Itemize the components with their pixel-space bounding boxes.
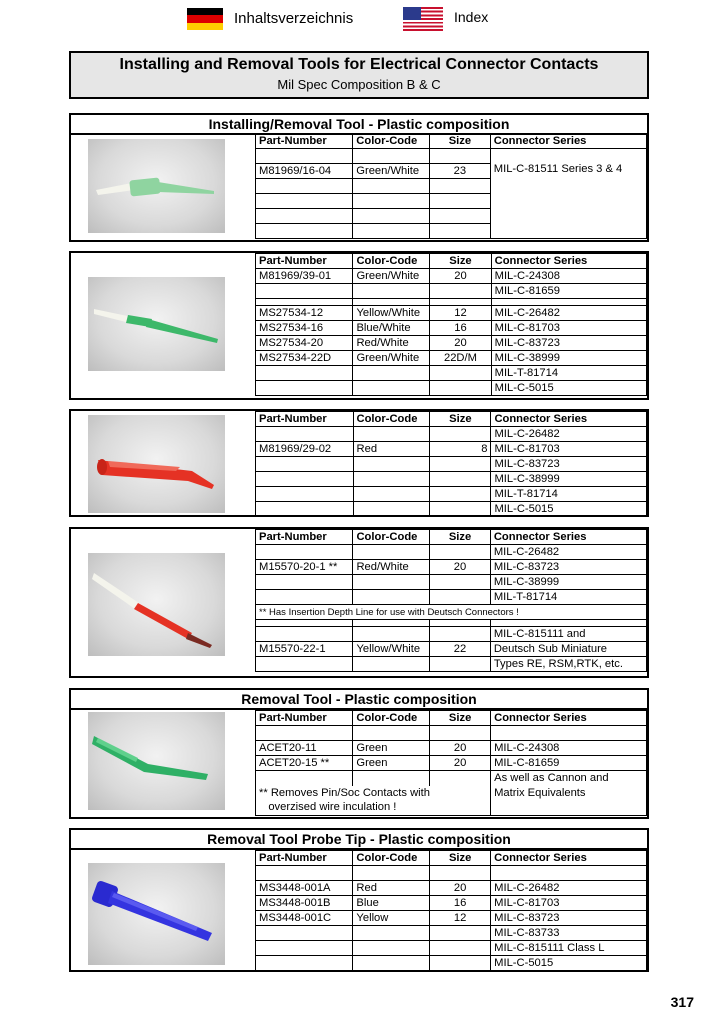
size-cell [430, 657, 491, 672]
header-part-number: Part-Number [256, 254, 353, 269]
size-cell: 20 [430, 560, 491, 575]
size-cell [430, 575, 491, 590]
table-row [256, 381, 647, 396]
connector-cell: MIL-C-38999 [491, 351, 646, 366]
overzised-wire-note-line-1: ** Removes Pin/Soc Contacts with [256, 786, 491, 801]
connector-cell: MIL-C-24308 [491, 269, 646, 284]
color-cell [353, 427, 430, 442]
table-row [256, 487, 647, 502]
header-color-code: Color-Code [353, 530, 430, 545]
color-cell [353, 209, 430, 224]
connector-cell: MIL-C-81659 [491, 284, 646, 299]
page-subtitle: Mil Spec Composition B & C [277, 77, 441, 92]
color-cell [353, 502, 430, 517]
table-row [256, 590, 647, 605]
part-number-cell [256, 627, 353, 642]
color-cell: Red/White [353, 560, 430, 575]
table-row [256, 149, 647, 164]
color-cell [353, 224, 430, 239]
size-cell [430, 926, 491, 941]
table-row [256, 627, 647, 642]
header-connector-series: Connector Series [491, 851, 647, 866]
size-cell [430, 502, 491, 517]
table-row [256, 321, 647, 336]
connector-cell: MIL-C-26482 [491, 427, 647, 442]
table-row [256, 657, 647, 672]
tool-illustration [88, 712, 225, 810]
color-cell [353, 284, 430, 299]
us-flag-icon[interactable] [403, 7, 443, 31]
size-cell: 20 [430, 756, 491, 771]
section-title: Installing/Removal Tool - Plastic composition [71, 115, 647, 135]
color-cell [353, 457, 430, 472]
size-cell: 20 [430, 269, 491, 284]
table-row [256, 306, 647, 321]
connector-cell: MIL-C-5015 [491, 381, 646, 396]
color-cell: Green/White [353, 351, 430, 366]
part-number-cell: M81969/39-01 [256, 269, 353, 284]
part-number-cell: MS3448-001B [256, 896, 353, 911]
part-number-cell: MS27534-12 [256, 306, 353, 321]
spec-table [255, 850, 647, 971]
part-number-cell [256, 149, 353, 164]
section-installing-removal-tool [69, 113, 649, 242]
insertion-depth-note: ** Has Insertion Depth Line for use with Deutsch Connectors ! [256, 605, 647, 620]
spec-table [255, 529, 647, 672]
header-connector-series: Connector Series [490, 134, 646, 149]
size-cell: 16 [430, 896, 491, 911]
connector-cell: MIL-C-815111 and [490, 627, 646, 642]
table-header-row [256, 412, 647, 427]
connector-cell: MIL-C-5015 [491, 502, 647, 517]
section-m15570-tools [69, 527, 649, 678]
connector-cell: MIL-C-83723 [491, 911, 647, 926]
color-cell: Red [353, 442, 430, 457]
connector-cell [491, 726, 647, 741]
connector-cell: MIL-C-81703 [491, 896, 647, 911]
connector-cell: MIL-T-81714 [491, 366, 646, 381]
size-cell: 22D/M [430, 351, 491, 366]
header-color-code: Color-Code [353, 851, 430, 866]
connector-cell: MIL-C-38999 [490, 575, 646, 590]
section-red-tool [69, 409, 649, 517]
tool-illustration [88, 415, 225, 513]
top-navigation [0, 0, 724, 40]
size-cell [430, 366, 491, 381]
table-row [256, 502, 647, 517]
color-cell [353, 472, 430, 487]
color-cell: Green/White [353, 164, 430, 179]
red-tool-photo [88, 415, 225, 513]
color-cell [353, 590, 430, 605]
size-cell: 20 [430, 741, 491, 756]
part-number-cell: MS3448-001C [256, 911, 353, 926]
size-cell [430, 627, 491, 642]
size-cell [430, 457, 491, 472]
page-number: 317 [670, 994, 694, 1010]
size-cell: 22 [430, 642, 491, 657]
color-cell [353, 487, 430, 502]
table-row [256, 284, 647, 299]
connector-cell: As well as Cannon and [491, 771, 647, 786]
part-number-cell [256, 487, 354, 502]
size-cell [430, 956, 491, 971]
connector-cell: Types RE, RSM,RTK, etc. [490, 657, 646, 672]
part-number-cell [256, 457, 354, 472]
table-header-row [256, 134, 647, 149]
section-title: Removal Tool Probe Tip - Plastic composition [71, 830, 647, 850]
part-number-cell: MS3448-001A [256, 881, 353, 896]
size-cell [430, 209, 491, 224]
size-cell [430, 941, 491, 956]
connector-cell: Deutsch Sub Miniature [490, 642, 646, 657]
part-number-cell: M15570-22-1 [256, 642, 353, 657]
part-number-cell: MS27534-16 [256, 321, 353, 336]
connector-cell: MIL-C-83723 [490, 560, 646, 575]
part-number-cell [256, 194, 353, 209]
table-row [256, 941, 647, 956]
header-size: Size [430, 254, 491, 269]
connector-cell: MIL-C-24308 [491, 741, 647, 756]
color-cell: Green [353, 741, 430, 756]
green-removal-tool-photo [88, 712, 225, 810]
size-cell [430, 427, 491, 442]
header-size: Size [430, 134, 491, 149]
header-connector-series: Connector Series [490, 530, 646, 545]
size-cell: 23 [430, 164, 491, 179]
header-size: Size [430, 530, 491, 545]
table-row [256, 642, 647, 657]
spec-table [255, 253, 647, 396]
german-flag-icon[interactable] [187, 8, 223, 30]
table-row [256, 472, 647, 487]
connector-cell: MIL-C-26482 [491, 306, 646, 321]
header-size: Size [430, 412, 491, 427]
table-row [256, 545, 647, 560]
header-color-code: Color-Code [353, 412, 430, 427]
part-number-cell: ACET20-15 ** [256, 756, 353, 771]
color-cell [353, 657, 430, 672]
color-cell [353, 149, 430, 164]
color-cell [353, 866, 430, 881]
color-cell: Yellow/White [353, 642, 430, 657]
header-color-code: Color-Code [353, 254, 430, 269]
color-cell: Yellow/White [353, 306, 430, 321]
part-number-cell: ACET20-11 [256, 741, 353, 756]
part-number-cell: M81969/16-04 [256, 164, 353, 179]
connector-cell: MIL-C-81703 [491, 442, 647, 457]
header-color-code: Color-Code [353, 711, 430, 726]
header-size: Size [430, 711, 491, 726]
part-number-cell [256, 926, 353, 941]
color-cell [353, 381, 430, 396]
table-header-row [256, 530, 647, 545]
header-color-code: Color-Code [353, 134, 430, 149]
table-row [256, 457, 647, 472]
part-number-cell [256, 472, 354, 487]
part-number-cell [256, 284, 353, 299]
size-cell [430, 487, 491, 502]
connector-cell: MIL-C-815111 Class L [491, 941, 647, 956]
header-connector-series: Connector Series [491, 254, 646, 269]
note-row [256, 801, 647, 816]
color-cell [353, 627, 430, 642]
header-part-number: Part-Number [256, 134, 353, 149]
page-title-box [69, 51, 649, 99]
part-number-cell [256, 427, 354, 442]
connector-cell: MIL-T-81714 [490, 590, 646, 605]
header-size: Size [430, 851, 491, 866]
table-row [256, 866, 647, 881]
table-header-row [256, 711, 647, 726]
size-cell [430, 866, 491, 881]
table-row [256, 560, 647, 575]
color-cell [353, 926, 430, 941]
color-cell [353, 194, 430, 209]
size-cell [430, 545, 491, 560]
blue-probe-tool-photo [88, 863, 225, 965]
color-cell: Red/White [353, 336, 430, 351]
connector-cell: MIL-C-38999 [491, 472, 647, 487]
red-white-tool-photo [88, 553, 225, 656]
color-cell [353, 545, 430, 560]
color-cell [353, 179, 430, 194]
size-cell [430, 590, 491, 605]
section-removal-tool [69, 688, 649, 819]
size-cell: 12 [430, 306, 491, 321]
part-number-cell: M15570-20-1 ** [256, 560, 353, 575]
color-cell: Blue/White [353, 321, 430, 336]
part-number-cell [256, 941, 353, 956]
header-part-number: Part-Number [256, 711, 353, 726]
table-row [256, 575, 647, 590]
size-cell [430, 224, 491, 239]
size-cell [430, 284, 491, 299]
part-number-cell [256, 575, 353, 590]
table-header-row [256, 254, 647, 269]
table-header-row [256, 851, 647, 866]
part-number-cell [256, 866, 353, 881]
note-row [256, 605, 647, 620]
inhaltsverzeichnis-link[interactable]: Inhaltsverzeichnis [234, 10, 354, 27]
table-row [256, 427, 647, 442]
spec-table [255, 133, 647, 239]
connector-cell: MIL-C-5015 [491, 956, 647, 971]
part-number-cell: MS27534-20 [256, 336, 353, 351]
part-number-cell [256, 366, 353, 381]
section-title: Removal Tool - Plastic composition [71, 690, 647, 710]
green-white-tool-2-photo [88, 277, 225, 371]
part-number-cell: MS27534-22D [256, 351, 353, 366]
size-cell [430, 179, 491, 194]
color-cell: Yellow [353, 911, 430, 926]
part-number-cell [256, 771, 353, 786]
tool-illustration [88, 863, 225, 965]
table-row [256, 741, 647, 756]
size-cell [430, 149, 491, 164]
header-part-number: Part-Number [256, 851, 353, 866]
part-number-cell [256, 590, 353, 605]
part-number-cell [256, 209, 353, 224]
table-row [256, 881, 647, 896]
color-cell [353, 299, 430, 306]
header-part-number: Part-Number [256, 412, 354, 427]
size-cell: 8 [430, 442, 491, 457]
table-row [256, 911, 647, 926]
size-cell [430, 299, 491, 306]
color-cell [353, 956, 430, 971]
part-number-cell [256, 224, 353, 239]
table-row [256, 299, 647, 306]
table-row [256, 756, 647, 771]
connector-cell: MIL-C-81659 [491, 756, 647, 771]
size-cell: 12 [430, 911, 491, 926]
section-removal-tool-probe-tip [69, 828, 649, 972]
header-connector-series: Connector Series [491, 711, 647, 726]
table-row [256, 771, 647, 786]
table-row [256, 269, 647, 284]
part-number-cell [256, 956, 353, 971]
page-title: Installing and Removal Tools for Electrical Connector Contacts [119, 56, 599, 73]
color-cell: Blue [353, 896, 430, 911]
connector-cell: MIL-C-81703 [491, 321, 646, 336]
size-cell: 16 [430, 321, 491, 336]
connector-cell: MIL-C-83723 [491, 336, 646, 351]
connector-cell: MIL-C-26482 [491, 881, 647, 896]
part-number-cell [256, 179, 353, 194]
table-row [256, 726, 647, 741]
size-cell: 20 [430, 881, 491, 896]
tool-illustration [88, 139, 225, 233]
part-number-cell [256, 657, 353, 672]
part-number-cell [256, 299, 353, 306]
connector-cell: Matrix Equivalents [491, 786, 647, 801]
table-row [256, 366, 647, 381]
part-number-cell [256, 726, 353, 741]
table-row [256, 442, 647, 457]
tool-illustration [88, 277, 225, 371]
section-ms27534-tools [69, 251, 649, 400]
table-row [256, 926, 647, 941]
size-cell [430, 472, 491, 487]
connector-cell [491, 299, 646, 306]
table-row [256, 620, 647, 627]
connector-cell: MIL-C-81511 Series 3 & 4 [490, 149, 646, 239]
size-cell [430, 726, 491, 741]
color-cell: Green [353, 756, 430, 771]
overzised-wire-note-line-2: overzised wire inculation ! [256, 801, 491, 816]
table-row [256, 896, 647, 911]
size-cell [430, 771, 491, 786]
part-number-cell [256, 381, 353, 396]
size-cell [430, 194, 491, 209]
color-cell [353, 575, 430, 590]
table-row [256, 956, 647, 971]
color-cell [353, 726, 430, 741]
spec-table [255, 710, 647, 816]
part-number-cell [256, 545, 353, 560]
green-white-tool-photo [88, 139, 225, 233]
table-row [256, 336, 647, 351]
color-cell [353, 941, 430, 956]
color-cell [353, 366, 430, 381]
note-row [256, 786, 647, 801]
part-number-cell [256, 502, 354, 517]
size-cell [430, 381, 491, 396]
connector-cell: MIL-C-83733 [491, 926, 647, 941]
color-cell: Red [353, 881, 430, 896]
connector-cell: MIL-C-26482 [490, 545, 646, 560]
index-link[interactable]: Index [454, 9, 489, 25]
connector-cell: MIL-C-83723 [491, 457, 647, 472]
tool-illustration [88, 553, 225, 656]
connector-cell [491, 866, 647, 881]
color-cell: Green/White [353, 269, 430, 284]
spec-table [255, 411, 647, 517]
header-part-number: Part-Number [256, 530, 353, 545]
header-connector-series: Connector Series [491, 412, 647, 427]
part-number-cell: M81969/29-02 [256, 442, 354, 457]
table-row [256, 351, 647, 366]
connector-cell: MIL-T-81714 [491, 487, 647, 502]
size-cell: 20 [430, 336, 491, 351]
color-cell [353, 771, 430, 786]
